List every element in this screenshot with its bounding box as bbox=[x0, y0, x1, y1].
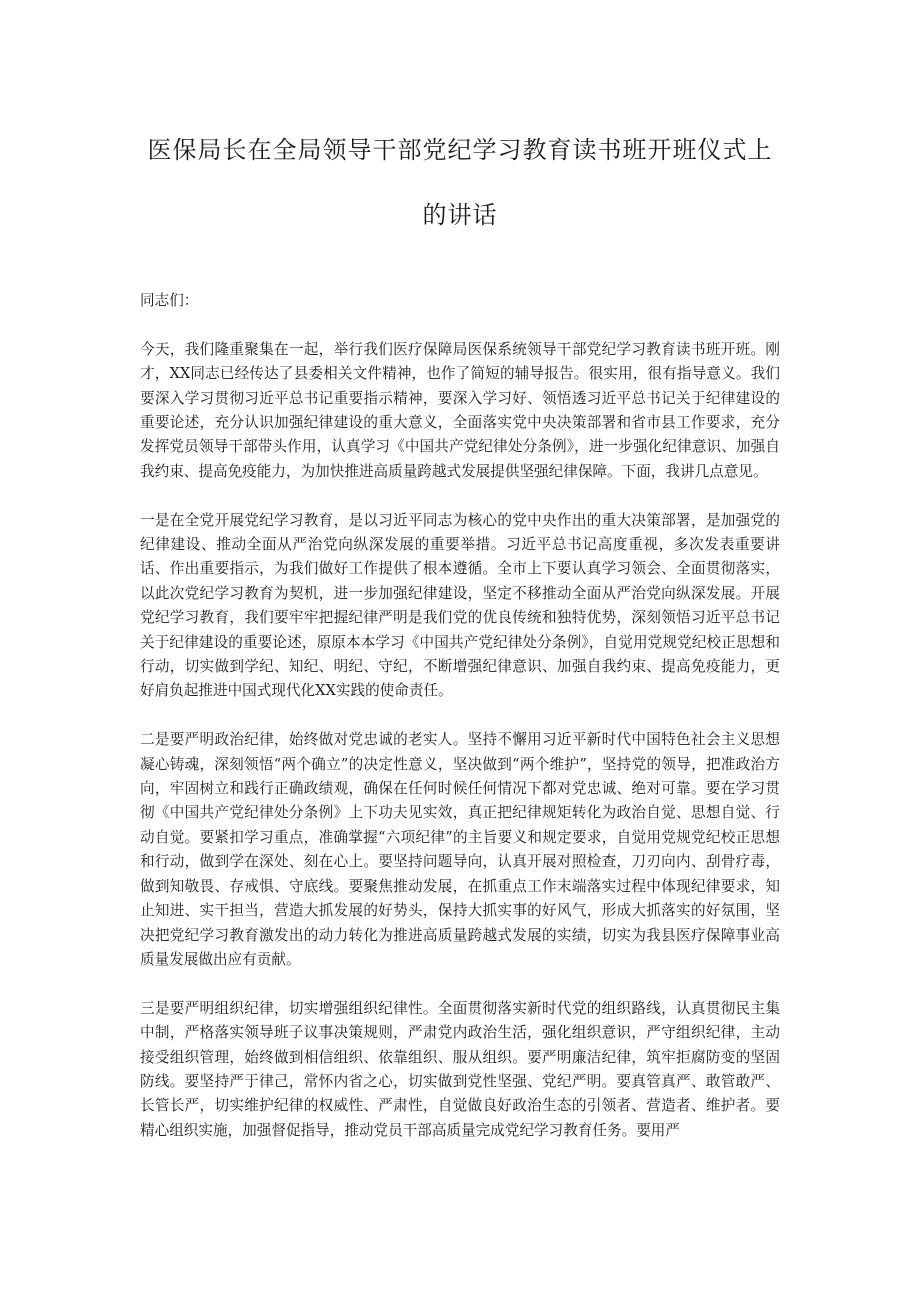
paragraph-intro: 今天，我们隆重聚集在一起，举行我们医疗保障局医保系统领导干部党纪学习教育读书班开班。刚才，XX同志已经传达了县委相关文件精神，也作了简短的辅导报告。很实用，很有指导意义。我们要深入学习贯彻习近平总书记重要指示精神，要深入学习好、领悟透习近平总书记关于纪律建设的重要论述，充分认识加强纪律建设的重大意义，全面落实党中央决策部署和省市县工作要求，充分发挥党员领导干部带头作用，认真学习《中国共产党纪律处分条例》，进一步强化纪律意识、加强自我约束、提高免疫能力，为加快推进高质量跨越式发展提供坚强纪律保障。下面，我讲几点意见。 bbox=[140, 340, 780, 480]
document-title-line-2: 的讲话 bbox=[422, 201, 498, 229]
salutation: 同志们： bbox=[140, 292, 199, 309]
document-title-line-1: 医保局长在全局领导干部党纪学习教育读书班开班仪式上 bbox=[147, 136, 773, 164]
paragraph-point-one: 一是在全党开展党纪学习教育，是以习近平同志为核心的党中央作出的重大决策部署，是加强党的纪律建设、推动全面从严治党向纵深发展的重要举措。习近平总书记高度重视，多次发表重要讲话、作出重要指示，为我们做好工作提供了根本遵循。全市上下要认真学习领会、全面贯彻落实，以此次党纪学习教育为契机，进一步加强纪律建设，坚定不移推动全面从严治党向纵深发展。开展党纪学习教育，我们要牢牢把握纪律严明是我们党的优良传统和独特优势，深刻领悟习近平总书记关于纪律建设的重要论述，原原本本学习《中国共产党纪律处分条例》，自觉用党规党纪校正思想和行动，切实做到学纪、知纪、明纪、守纪，不断增强纪律意识、加强自我约束、提高免疫能力，更好肩负起推进中国式现代化XX实践的使命责任。 bbox=[140, 511, 780, 700]
document-body bbox=[140, 289, 780, 1143]
paragraph-point-three: 三是要严明组织纪律，切实增强组织纪律性。全面贯彻落实新时代党的组织路线，认真贯彻民主集中制，严格落实领导班子议事决策规则，严肃党内政治生活，强化组织意识，严守组织纪律，主动接受组织管理，始终做到相信组织、依靠组织、服从组织。要严明廉洁纪律，筑牢拒腐防变的坚固防线。要坚持严于律己，常怀内省之心，切实做到党性坚强、党纪严明。要真管真严、敢管敢严、长管长严，切实维护纪律的权威性、严肃性，自觉做良好政治生态的引领者、营造者、维护者。要精心组织实施，加强督促指导，推动党员干部高质量完成党纪学习教育任务。要用严 bbox=[140, 999, 780, 1139]
paragraph-point-two: 二是要严明政治纪律，始终做对党忠诚的老实人。坚持不懈用习近平新时代中国特色社会主义思想凝心铸魂，深刻领悟“两个确立”的决定性意义，坚决做到“两个维护”，坚持党的领导，把准政治方向，牢固树立和践行正确政绩观，确保在任何时候任何情况下都对党忠诚、绝对可靠。要在学习贯彻《中国共产党纪律处分条例》上下功夫见实效，真正把纪律规矩转化为政治自觉、思想自觉、行动自觉。要紧扣学习重点，准确掌握“六项纪律”的主旨要义和规定要求，自觉用党规党纪校正思想和行动，做到学在深处、刻在心上。要坚持问题导向，认真开展对照检查，刀刃向内、刮骨疗毒，做到知敬畏、存戒惧、守底线。要聚焦推动发展，在抓重点工作末端落实过程中体现纪律要求，知止知进、实干担当，营造大抓发展的好势头，保持大抓实事的好风气，形成大抓落实的好氛围，坚决把党纪学习教育激发出的动力转化为推进高质量跨越式发展的实绩，切实为我县医疗保障事业高质量发展做出应有贡献。 bbox=[140, 731, 780, 968]
